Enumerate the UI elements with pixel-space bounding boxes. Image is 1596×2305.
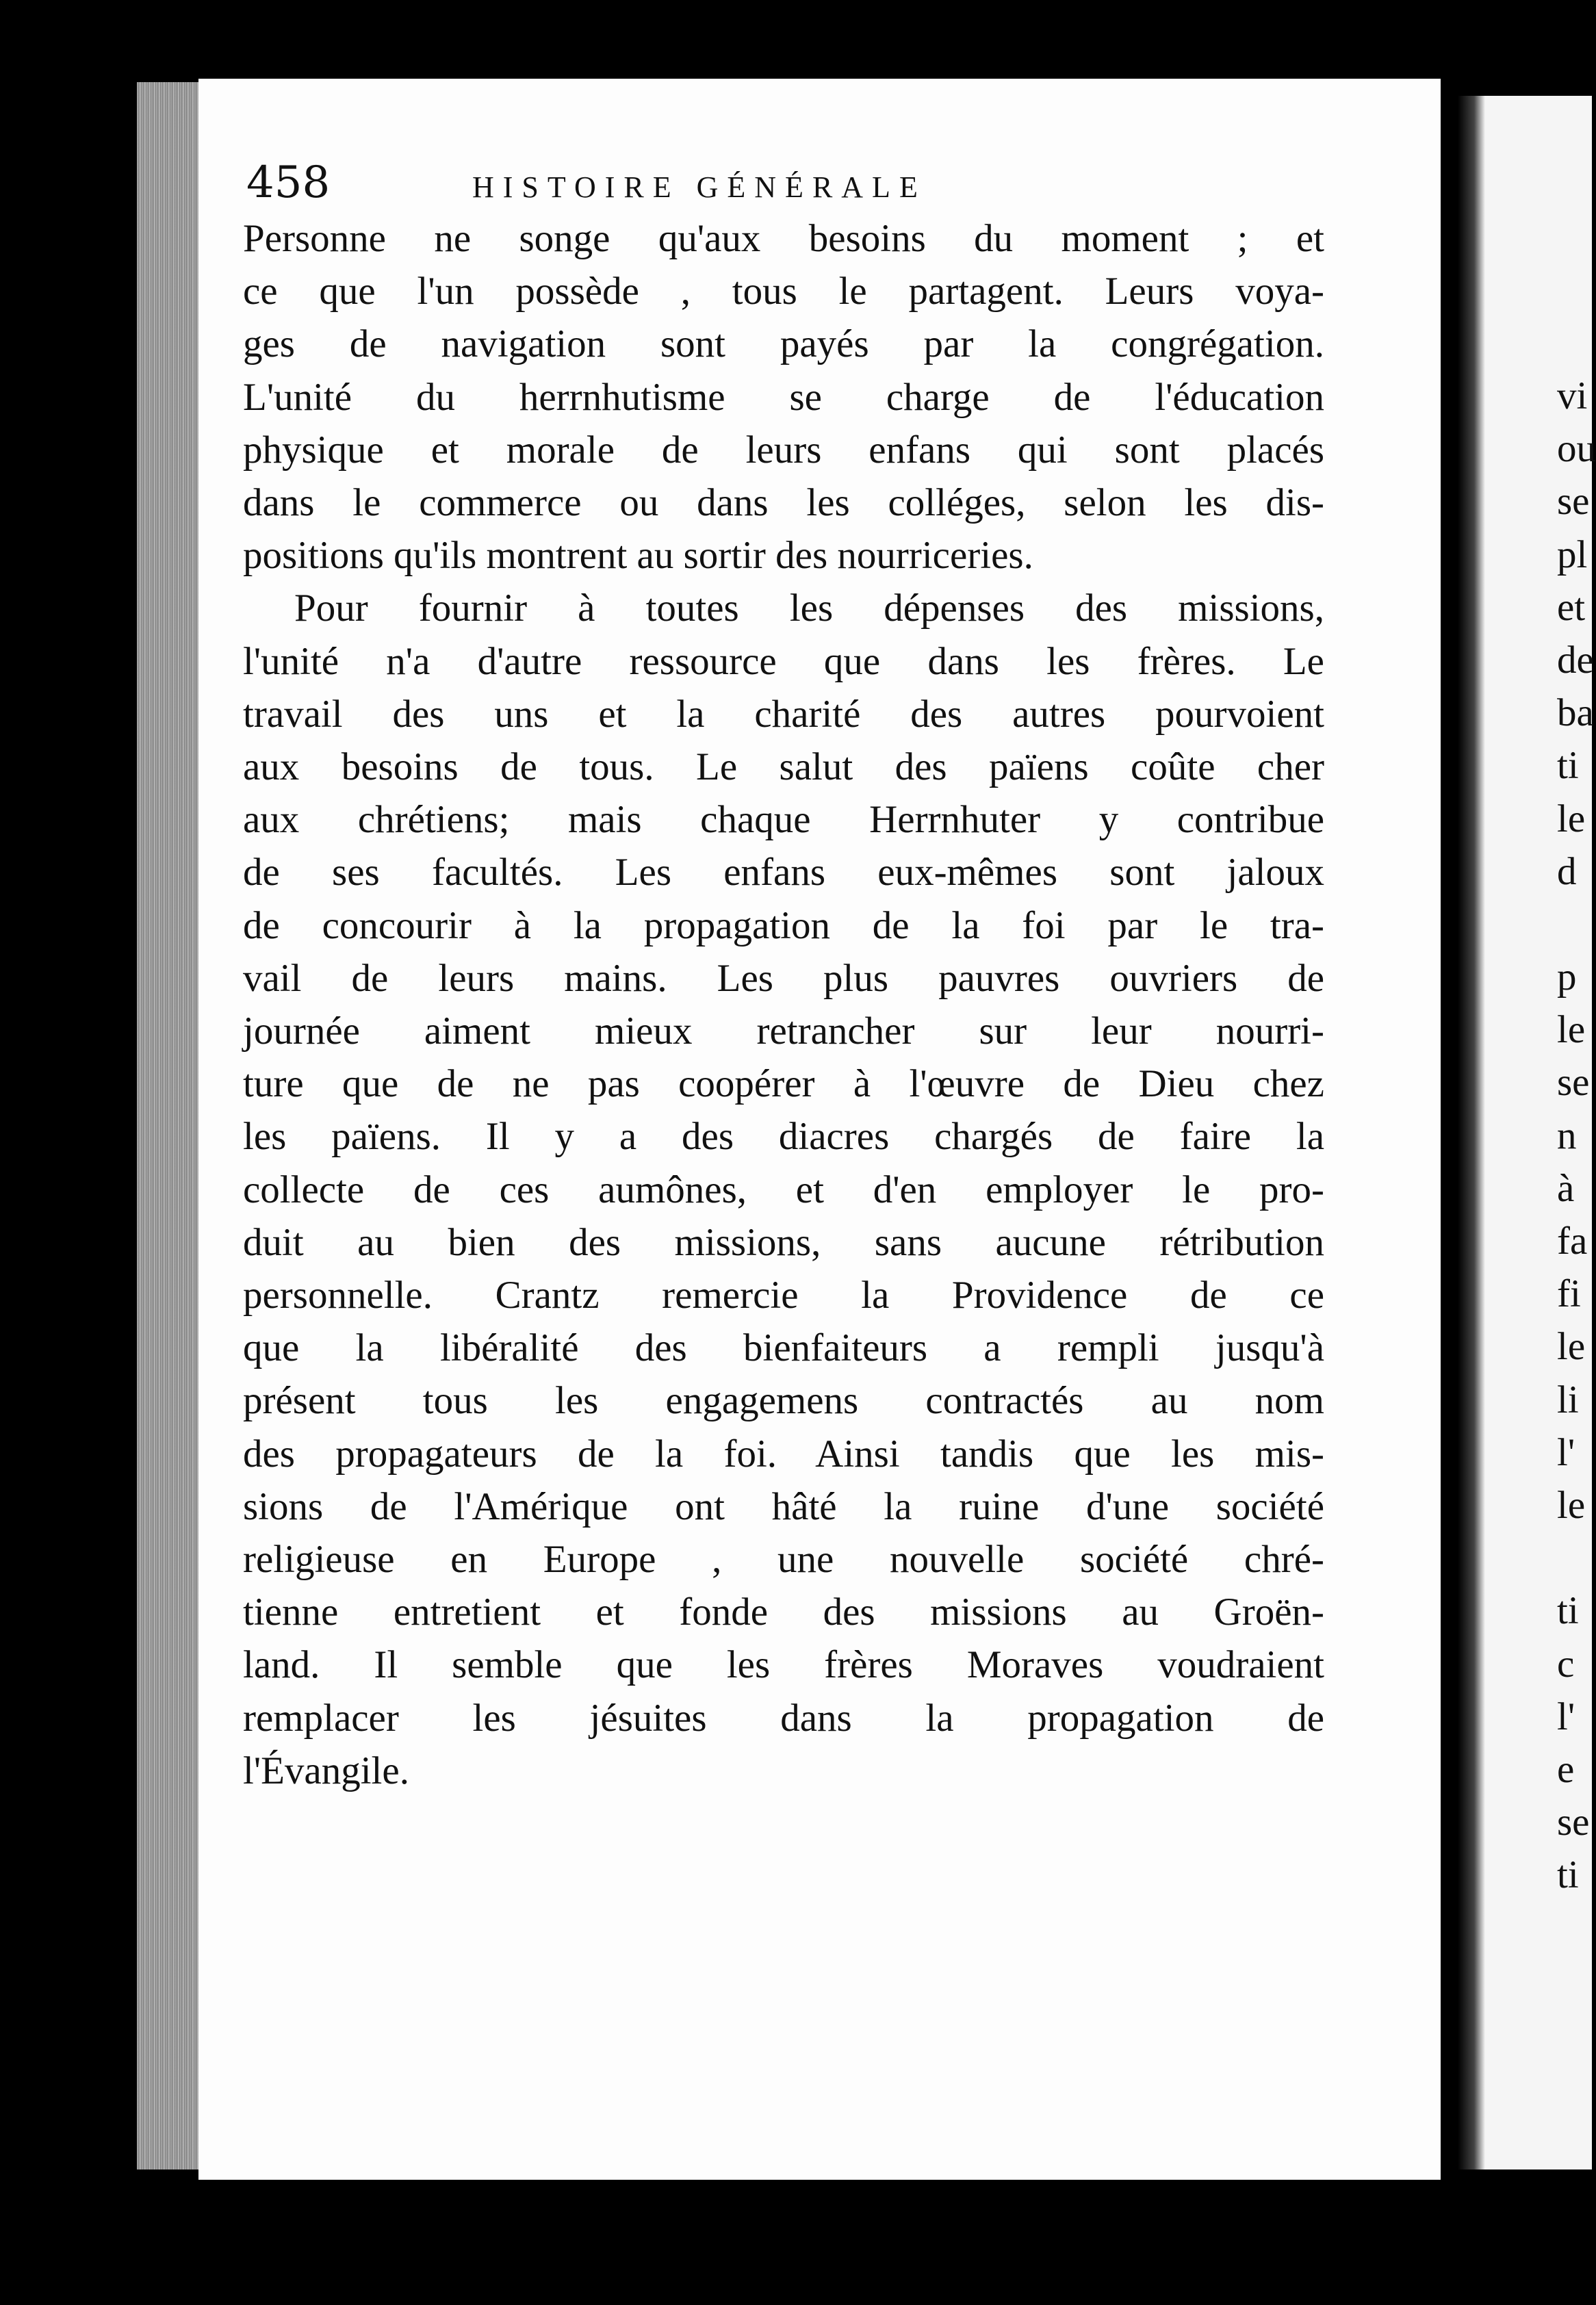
text-line: sions de l'Amérique ont hâté la ruine d'une société [243,1484,1324,1528]
text-line: tienne entretient et fonde des missions au Groën- [243,1591,1324,1634]
right-page-fragments [1557,370,1596,1901]
text-line: aux chrétiens; mais chaque Herrnhuter y contribue [243,798,1324,842]
text-line: travail des uns et la charité des autres pourvoient [243,692,1324,736]
fragment: fa [1557,1220,1588,1263]
text-line: duit au bien des missions, sans aucune rétribution [243,1220,1324,1264]
text-line: ce que l'un possède , tous le partagent. Leurs voya- [243,270,1324,313]
fragment: le [1557,1325,1586,1369]
fragment: p [1557,955,1577,999]
text-line: Pour fournir à toutes les dépenses des missions, [294,587,1324,630]
fragment: le [1557,1008,1586,1052]
fragment [1557,898,1596,951]
text-line: positions qu'ils montrent au sortir des nourriceries. [243,534,1033,578]
fragment: à [1557,1166,1575,1210]
text-line: que la libéralité des bienfaiteurs a rempli jusqu'à [243,1326,1324,1370]
text-line: L'unité du herrnhutisme se charge de l'éducation [243,375,1324,419]
text-line: dans le commerce ou dans les colléges, selon les dis- [243,481,1324,525]
fragment: vi [1557,374,1588,417]
text-line: ture que de ne pas coopérer à l'œuvre de Dieu chez [243,1062,1324,1106]
fragment: se [1557,1801,1590,1844]
text-line: collecte de ces aumônes, et d'en employer le pro- [243,1168,1324,1211]
text-line: l'unité n'a d'autre ressource que dans les frères. Le [243,639,1324,683]
page-edges [137,82,198,2169]
fragment: d [1557,849,1577,893]
fragment: le [1557,1483,1586,1527]
text-line: de concourir à la propagation de la foi par le tra- [243,903,1324,947]
page-number: 458 [246,157,331,208]
fragment [1557,1532,1596,1584]
fragment: se [1557,480,1590,524]
text-line: religieuse en Europe , une nouvelle société chré- [243,1538,1324,1582]
fragment: ti [1557,744,1579,788]
fragment: e [1557,1747,1575,1791]
fragment: ou [1557,427,1596,471]
fragment: le [1557,797,1586,840]
fragment: li [1557,1378,1579,1421]
fragment: se [1557,1061,1590,1105]
fragment: de [1557,638,1594,682]
fragment: c [1557,1642,1575,1686]
right-page [1458,96,1596,2169]
text-line: vail de leurs mains. Les plus pauvres ouvriers de [243,956,1324,1000]
fragment: l' [1557,1430,1575,1474]
fragment: ba [1557,691,1594,735]
text-line: l'Évangile. [243,1749,409,1792]
text-line: de ses facultés. Les enfans eux-mêmes sont jaloux [243,851,1324,894]
text-line: physique et morale de leurs enfans qui sont placés [243,428,1324,472]
body-text [243,212,1324,1797]
fragment: pl [1557,532,1588,576]
text-line: aux besoins de tous. Le salut des païens coûte cher [243,745,1324,789]
fragment: n [1557,1113,1577,1157]
text-line: Personne ne songe qu'aux besoins du moment ; et [243,217,1324,260]
fragment: fi [1557,1272,1581,1316]
fragment: et [1557,585,1586,629]
text-line: personnelle. Crantz remercie la Providence de ce [243,1274,1324,1317]
text-line: land. Il semble que les frères Moraves voudraient [243,1643,1324,1687]
running-head: HISTOIRE GÉNÉRALE [472,170,927,204]
text-line: présent tous les engagemens contractés au nom [243,1379,1324,1423]
gutter-shadow [1458,96,1485,2169]
fragment: ti [1557,1853,1579,1897]
text-line: journée aiment mieux retrancher sur leur nourri- [243,1009,1324,1053]
text-line: des propagateurs de la foi. Ainsi tandis que les mis- [243,1432,1324,1476]
text-line: les païens. Il y a des diacres chargés de faire la [243,1115,1324,1159]
text-line: remplacer les jésuites dans la propagation de [243,1696,1324,1740]
fragment: ti [1557,1589,1579,1633]
fragment: l' [1557,1695,1575,1738]
text-line: ges de navigation sont payés par la congrégation. [243,322,1324,366]
